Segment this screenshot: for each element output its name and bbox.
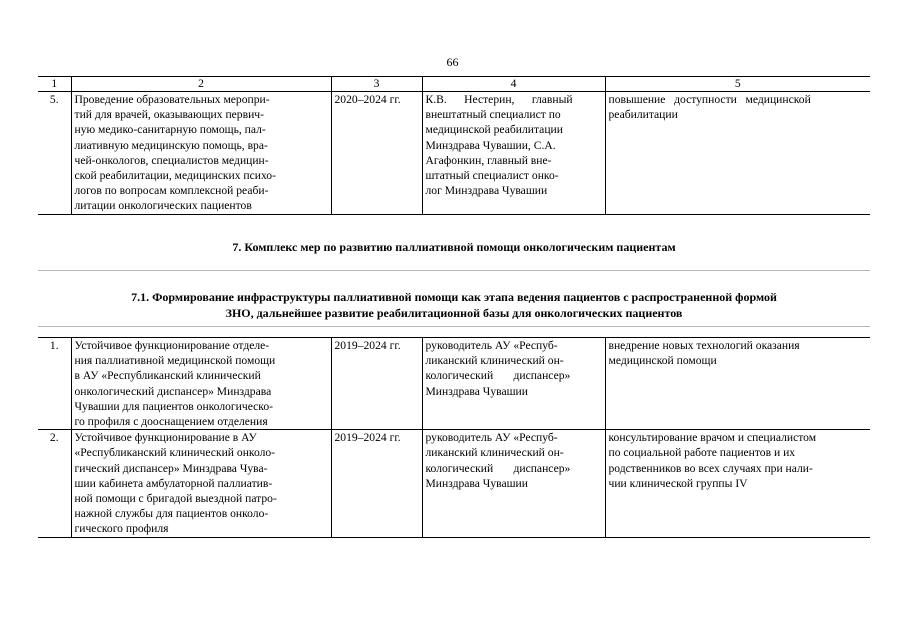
period-cell: 2019–2024 гг.: [331, 338, 422, 430]
column-number: 2: [71, 77, 331, 92]
result-cell: [605, 338, 870, 430]
text-line: гического профиля: [74, 522, 169, 536]
text-line: нажной службы для пациентов онколо-: [74, 507, 269, 521]
text-line: по социальной работе пациентов и их: [608, 446, 796, 460]
column-number: 5: [605, 77, 870, 92]
text-line: внештатный специалист по: [425, 108, 561, 122]
measures-table-continued: [38, 76, 870, 215]
text-line: Устойчивое функционирование отделе-: [74, 339, 270, 352]
text-line: медицинской помощи: [608, 354, 717, 368]
text-line: Минздрава Чувашии: [425, 384, 528, 398]
responsible-cell: [422, 92, 605, 215]
text-line: чии клинической группы IV: [608, 476, 748, 490]
page-number: 66: [446, 55, 459, 69]
text-line: ликанский клинический он-: [425, 354, 564, 368]
text-line: реабилитации: [608, 108, 678, 122]
subsection-divider: [38, 326, 870, 327]
text-line: ную медико-санитарную помощь, пал-: [74, 123, 266, 137]
text-line: штатный специалист онко-: [425, 169, 559, 183]
row-number: 2.: [38, 430, 71, 537]
result-cell: [605, 430, 870, 537]
text-line: литации онкологических пациентов: [74, 199, 252, 213]
text-line: медицинской реабилитации: [425, 123, 563, 137]
text-line: кологический диспансер»: [425, 369, 571, 383]
text-line: Проведение образовательных меропри-: [74, 93, 270, 106]
text-line: Устойчивое функционирование в АУ: [74, 431, 257, 445]
text-line: Минздрава Чувашии, С.А.: [425, 138, 556, 152]
text-line: К.В. Нестерин, главный: [425, 93, 573, 106]
text-line: лог Минздрава Чувашии: [425, 184, 548, 198]
text-line: гический диспансер» Минздрава Чува-: [74, 461, 268, 475]
text-line: го профиля с дооснащением отделения: [74, 415, 268, 429]
text-line: шии кабинета амбулаторной паллиатив-: [74, 476, 273, 490]
text-line: повышение доступности медицинской: [608, 93, 811, 106]
text-line: ния паллиативной медицинской помощи: [74, 354, 276, 368]
text-line: ской реабилитации, медицинских психо-: [74, 169, 276, 183]
table-row: [38, 430, 870, 537]
text-line: в АУ «Республиканский клинический: [74, 369, 261, 383]
text-line: руководитель АУ «Респуб-: [425, 339, 558, 352]
section-heading: 7. Комплекс мер по развитию паллиативной помощи онкологическим пациентам: [232, 240, 676, 254]
column-number: 4: [422, 77, 605, 92]
column-number: 3: [331, 77, 422, 92]
text-line: ной помощи с бригадой выездной патро-: [74, 492, 277, 506]
period-cell: 2019–2024 гг.: [331, 430, 422, 537]
text-line: Чувашии для пациентов онкологическо-: [74, 399, 273, 413]
text-line: лиативную медицинскую помощь, вра-: [74, 138, 268, 152]
text-line: консультирование врачом и специалистом: [608, 431, 817, 445]
text-line: Агафонкин, главный вне-: [425, 153, 552, 167]
responsible-cell: [422, 338, 605, 430]
table-row: [38, 338, 870, 430]
activity-cell: [71, 430, 331, 537]
column-number-row: [38, 77, 870, 92]
text-line: ликанский клинический он-: [425, 446, 564, 460]
text-line: логов по вопросам комплексной реаби-: [74, 184, 269, 198]
text-line: кологический диспансер»: [425, 461, 571, 475]
text-line: Минздрава Чувашии: [425, 476, 528, 490]
text-line: чей-онкологов, специалистов медицин-: [74, 153, 269, 167]
text-line: онкологический диспансер» Минздрава: [74, 384, 272, 398]
text-line: тий для врачей, оказывающих первич-: [74, 108, 264, 122]
text-line: внедрение новых технологий оказания: [608, 339, 800, 352]
palliative-measures-table: [38, 337, 870, 538]
heading-line: 7.1. Формирование инфраструктуры паллиативной помощи как этапа ведения пациентов с распространенной формой: [131, 290, 777, 304]
result-cell: [605, 92, 870, 215]
activity-cell: [71, 92, 331, 215]
period-cell: 2020–2024 гг.: [331, 92, 422, 215]
table-row: [38, 92, 870, 215]
text-line: родственников во всех случаях при нали-: [608, 461, 813, 475]
heading-line: ЗНО, дальнейшее развитие реабилитационной базы для онкологических пациентов: [225, 306, 683, 320]
row-number: 5.: [38, 92, 71, 215]
row-number: 1.: [38, 338, 71, 430]
activity-cell: [71, 338, 331, 430]
responsible-cell: [422, 430, 605, 537]
text-line: руководитель АУ «Респуб-: [425, 431, 558, 445]
section-divider: [38, 270, 870, 271]
text-line: «Республиканский клинический онколо-: [74, 446, 276, 460]
subsection-heading: [38, 289, 870, 321]
column-number: 1: [38, 77, 71, 92]
